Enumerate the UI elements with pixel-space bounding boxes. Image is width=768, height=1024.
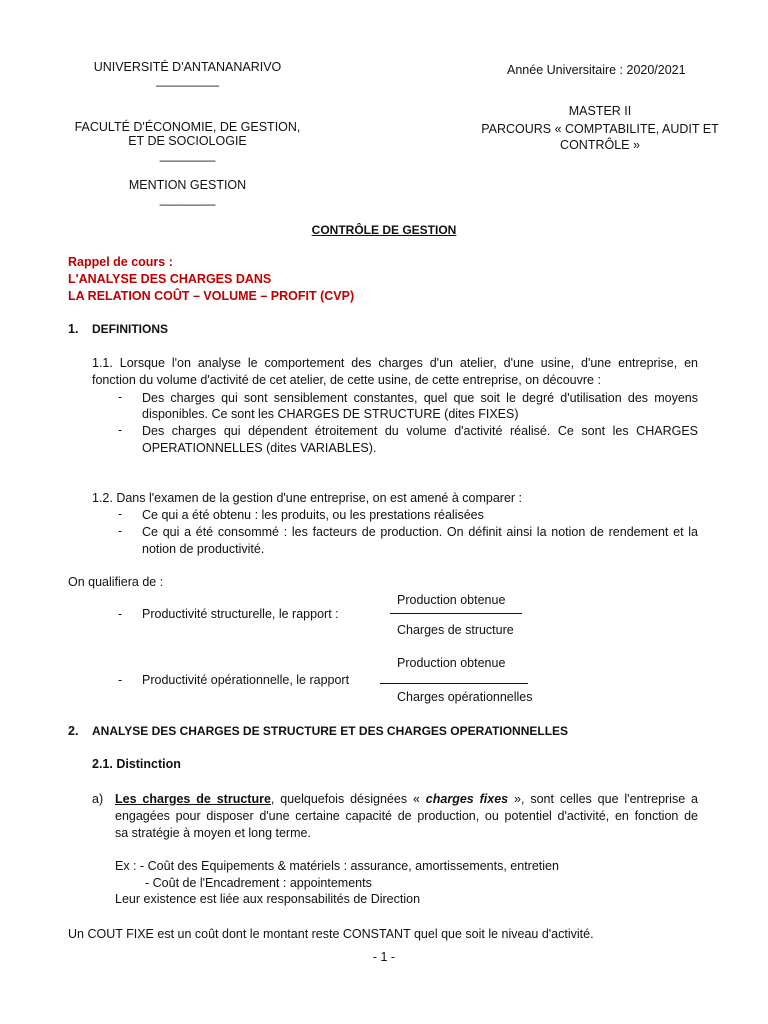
rappel-title-line2: LA RELATION COÛT – VOLUME – PROFIT (CVP) xyxy=(68,289,355,303)
paragraph-line xyxy=(115,791,698,808)
term-charges-structure: Les charges de structure xyxy=(115,792,271,806)
bullet-dash: - xyxy=(118,673,123,687)
bullet-dash: - xyxy=(118,423,123,437)
parcours-line1: PARCOURS « COMPTABILITE, AUDIT ET xyxy=(481,122,719,136)
text-fragment: , quelquefois désignées « xyxy=(270,792,426,806)
ratio-numerator: Production obtenue xyxy=(397,593,506,607)
separator-line: _________ xyxy=(156,73,219,87)
ratio-label: Productivité structurelle, le rapport : xyxy=(142,607,339,621)
bullet-text: Des charges qui dépendent étroitement du volume d'activité réalisé. Ce sont les CHARGES xyxy=(142,424,698,438)
paragraph-line: 1.1. Lorsque l'on analyse le comportement des charges d'un atelier, d'une usine, d'une entreprise, en xyxy=(92,356,698,370)
paragraph-line: fonction du volume d'activité de cet atelier, de cette usine, de cette entreprise, on découvre : xyxy=(92,373,601,387)
rappel-heading: Rappel de cours : xyxy=(68,255,173,269)
bullet-dash: - xyxy=(118,524,123,538)
academic-year: Année Universitaire : 2020/2021 xyxy=(507,63,686,77)
parcours-line2: CONTRÔLE » xyxy=(560,138,640,152)
example-line: - Coût de l'Encadrement : appointements xyxy=(145,876,372,890)
section-title: ANALYSE DES CHARGES DE STRUCTURE ET DES CHARGES OPERATIONNELLES xyxy=(92,724,569,738)
subsection-title: 2.1. Distinction xyxy=(92,757,181,771)
bullet-text: disponibles. Ce sont les CHARGES DE STRUCTURE (dites FIXES) xyxy=(142,407,519,421)
bullet-dash: - xyxy=(118,390,123,404)
ratio-denominator: Charges de structure xyxy=(397,623,514,637)
bullet-text: Ce qui a été obtenu : les produits, ou les prestations réalisées xyxy=(142,508,484,522)
section-number: 1. xyxy=(68,322,79,336)
mention-name: MENTION GESTION xyxy=(128,178,247,192)
term-charges-fixes: charges fixes xyxy=(425,792,509,806)
separator-line: ________ xyxy=(159,148,216,162)
example-line: Ex : - Coût des Equipements & matériels : assurance, amortissements, entretien xyxy=(115,859,559,873)
bullet-text: notion de productivité. xyxy=(142,542,265,556)
page-number: - 1 - xyxy=(372,950,396,964)
bullet-text: Ce qui a été consommé : les facteurs de production. On définit ainsi la notion de rendement et la xyxy=(142,525,698,539)
bullet-dash: - xyxy=(118,507,123,521)
rappel-title-line1: L'ANALYSE DES CHARGES DANS xyxy=(68,272,272,286)
ratio-numerator: Production obtenue xyxy=(397,656,506,670)
section-number: 2. xyxy=(68,724,79,738)
master-label: MASTER II xyxy=(568,104,632,118)
ratio-label: Productivité opérationnelle, le rapport xyxy=(142,673,350,687)
section-title: DEFINITIONS xyxy=(92,322,169,336)
document-title: CONTRÔLE DE GESTION xyxy=(311,223,457,237)
bullet-dash: - xyxy=(118,607,123,621)
paragraph-line: sa stratégie à moyen et long terme. xyxy=(115,826,311,840)
fraction-bar xyxy=(390,613,522,614)
separator-line: ________ xyxy=(159,192,216,206)
bullet-text: OPERATIONNELLES (dites VARIABLES). xyxy=(142,441,377,455)
paragraph-line: engagées pour disposer d'une certaine capacité de production, ou potentiel d'activité, en fonction de xyxy=(115,809,698,823)
example-line: Leur existence est liée aux responsabilités de Direction xyxy=(115,892,421,906)
paragraph-line: 1.2. Dans l'examen de la gestion d'une entreprise, on est amené à comparer : xyxy=(92,491,523,505)
faculty-name-line1: FACULTÉ D'ÉCONOMIE, DE GESTION, xyxy=(74,120,301,134)
fraction-bar xyxy=(380,683,528,684)
text-fragment: », sont celles que l'entreprise a xyxy=(508,792,698,806)
fixed-cost-definition: Un COUT FIXE est un coût dont le montant reste CONSTANT quel que soit le niveau d'activité. xyxy=(68,927,594,941)
paragraph-line: On qualifiera de : xyxy=(68,575,164,589)
university-name: UNIVERSITÉ D'ANTANANARIVO xyxy=(93,60,282,74)
ratio-denominator: Charges opérationnelles xyxy=(397,690,533,704)
list-label: a) xyxy=(92,792,104,806)
faculty-name-line2: ET DE SOCIOLOGIE xyxy=(128,134,247,148)
bullet-text: Des charges qui sont sensiblement constantes, quel que soit le degré d'utilisation des moyens xyxy=(142,391,698,405)
